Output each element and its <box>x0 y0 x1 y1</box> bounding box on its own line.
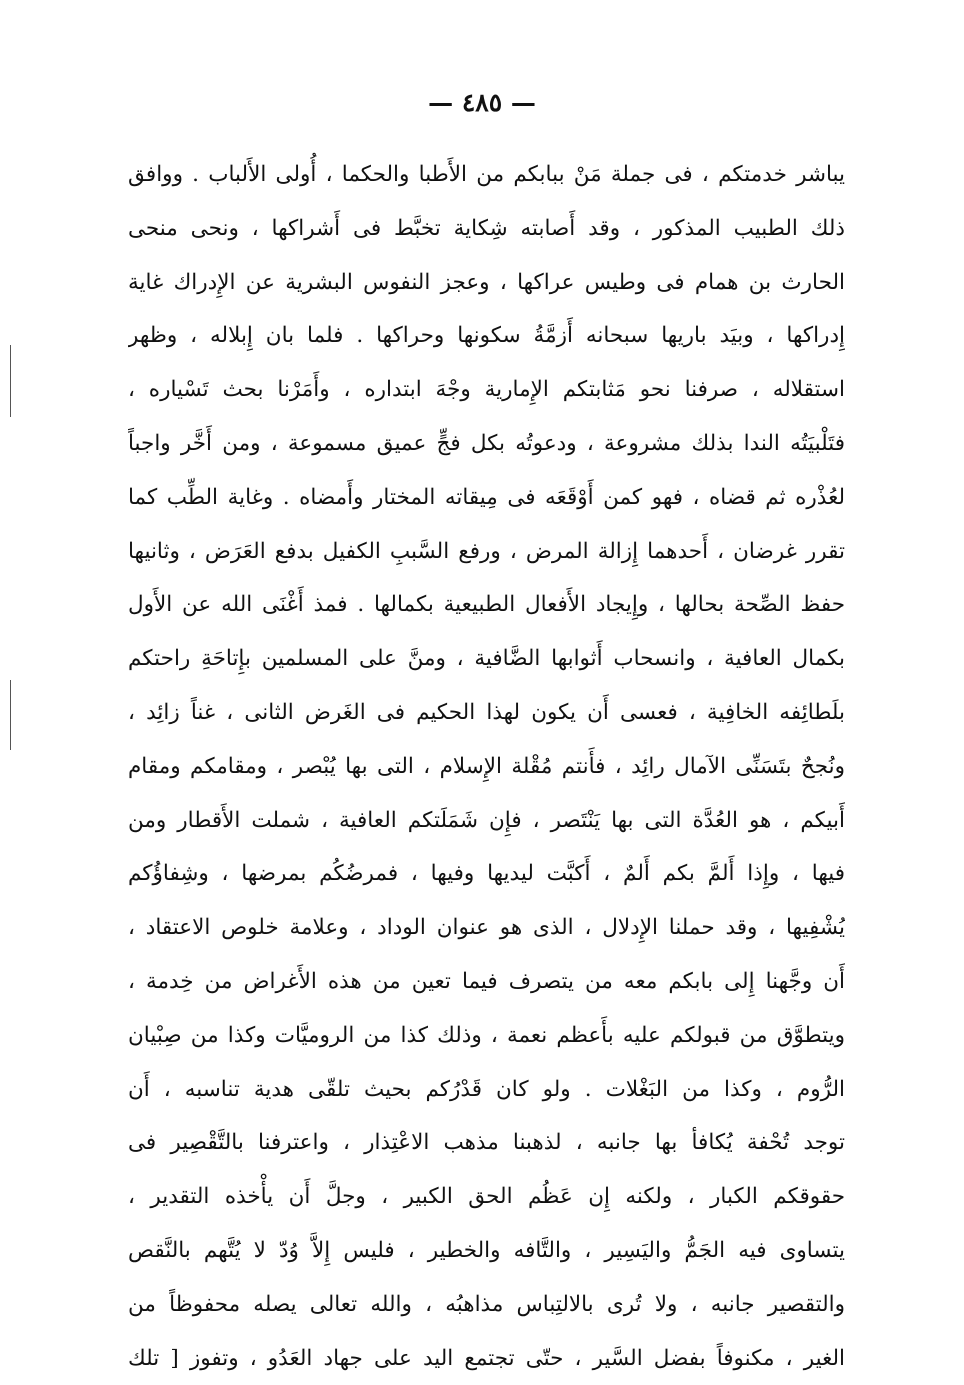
margin-line-mark <box>10 680 11 750</box>
text-line: أَن وجَّهنا إِلى بابكم معه من يتصرف فيما تعين من هذه الأَغراض من خِدمة ، <box>128 968 845 994</box>
text-line: حقوقكم الكبار ، ولكنه إِن عَظُم الحق الكبير ، وجلَّ أَن يأْخذه التقدير ، <box>128 1184 845 1210</box>
text-line: فيها ، وإِذا أَلمَّ بكم أَلمٌ ، أَكبَّت ليديها وفيها ، فمرضُكُم بمرضها ، وشِفاؤُكم <box>128 861 845 887</box>
text-line: توجد تُحْفة يُكافأ بها جانبه ، لذهبنا مذهب الاعْتِذار ، واعترفنا بالتَّقْصِير فى <box>128 1130 845 1156</box>
page-number: — ٤٨٥ — <box>428 88 536 117</box>
text-line: الرُّوم ، وكذا من البَغْلات . ولو كان قَدْرُكم بحيث تلقّى هدية تناسبه ، أَن <box>128 1076 845 1102</box>
text-line: حفظ الصِّحة بحالها ، وإِيجاد الأَفعال الطبيعية بكمالها . فمذ أَغْنَى الله عن الأَول <box>128 592 845 618</box>
text-line: ذلك الطبيب المذكور ، وقد أَصابته شِكاية تخبَّط فى أَشراكها ، ونحى منحى <box>128 215 845 241</box>
text-line: الغير ، مكنوفاً بفضل السَّير ، حتّى تجتمع اليد على جهاد العَدُو ، وتفوز [ تلك <box>128 1345 845 1371</box>
text-line: والتقصير جانبه ، ولا تُرى بالالتِباس مذاهبُه ، والله تعالى يصله محفوظاً من <box>128 1291 845 1317</box>
text-line: بلَطائِفه الخافِية ، فعسى أَن يكون لهذا الحكيم فى الغَرض الثانى ، غناً زائِد ، <box>128 699 845 725</box>
text-line: بكمال العافية ، وانسحاب أَثوابها الضَّافية ، ومنَّ على المسلمين بإِتاحَةِ راحتكم <box>128 646 845 672</box>
text-line: يُشْفِيها ، وقد حملنا الإِدلال ، الذى هو عنوان الوداد ، وعلامة خلوص الاعتقاد ، <box>128 915 845 941</box>
text-line: تقرر غرضان ، أَحدهما إِزالة المرض ، ورفع السَّببِ الكفيل بدفع العَرَض ، وثانيها <box>128 538 845 564</box>
text-line: أَبيكم ، هو العُدَّة التى بها يَنْتَصر ، فإِن شَمَلَتكم العافية ، شملت الأَقطار ومن <box>128 807 845 833</box>
text-line: فتَلْبيَتُه الندا بذلك مشروعة ، ودعوتُه بكل فجٍّ عميق مسموعة ، ومن أَخَّر واجباً <box>128 430 845 456</box>
text-line: استقلاله ، صرفنا نحو مَثابتكم الإِمارية وجْهَ ابتداره ، وأَمَرْنا بحث تَسْياره ، <box>128 377 845 403</box>
text-line: إِدراكها ، وبيَد باريها سبحانه أَزمَّةُ سكونها وحراكها . فلما بان إِبلاله ، وظهر <box>128 323 845 349</box>
text-line: لعُذْره ثم قضاه ، فهو كمن أَوْقَعَه فى مِيقاته المختار وأَمضاه . وغاية الطِّب كما <box>128 484 845 510</box>
text-line: يتساوى فيه الجَمُّ واليَسِير ، والتَّافه والخطير ، فليس إِلاَّ وُدّ لا يُتَّهم بالنَّقص <box>128 1237 845 1263</box>
text-line: ونُجحٌ بتَسَنِّى الآمال رائِد ، فأَنتم مُقْلة الإِسلام ، التى بها يُبْصر ، ومقامكم ومقام <box>128 753 845 779</box>
margin-line-mark <box>10 345 11 417</box>
text-line: الحارث بن همام فى وطيس عراكها ، وعجز النفوس البشرية عن الإِدراك غاية <box>128 269 845 295</box>
text-line: ويتطوَّق من قبولكم عليه بأَعظم نعمة ، وذلك كذا من الروميَّات وكذا من صِبْيان <box>128 1022 845 1048</box>
body-text <box>128 148 845 1385</box>
text-line: يباشر خدمتكم ، فى جملة مَنْ ببابكم من الأَطبا والحكما ، أُولى الأَلباب . ووافق <box>128 162 845 187</box>
